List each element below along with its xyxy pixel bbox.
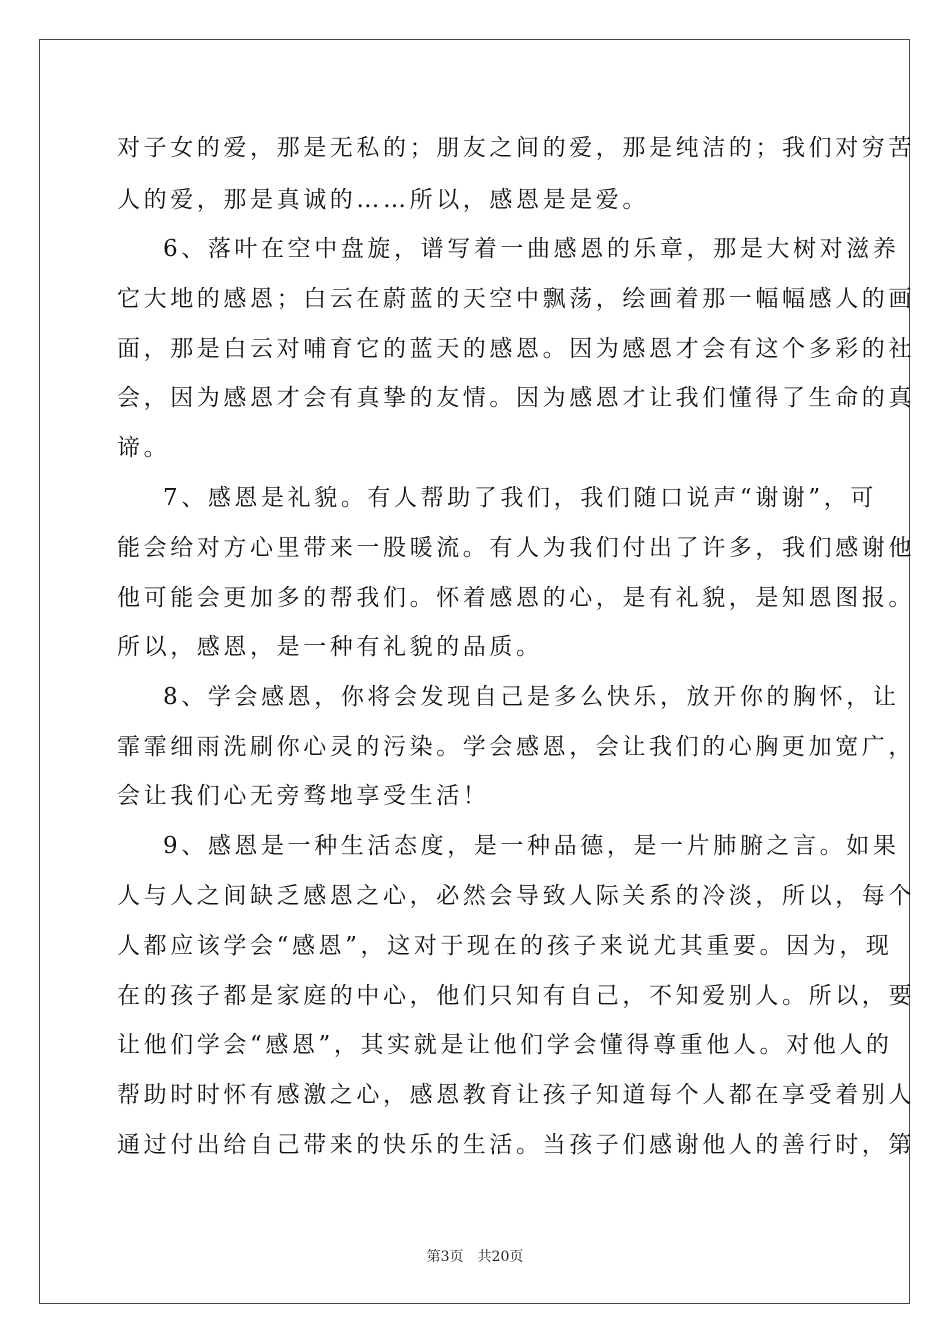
text-line: 人与人之间缺乏感恩之心，必然会导致人际关系的冷淡，所以，每个 bbox=[117, 883, 915, 909]
paragraph-8-start: 8、学会感恩，你将会发现自己是多么快乐，放开你的胸怀，让 bbox=[163, 684, 900, 710]
page-total: 共20页 bbox=[477, 1249, 524, 1265]
text-line: 帮助时时怀有感激之心，感恩教育让孩子知道每个人都在享受着别人 bbox=[117, 1082, 915, 1108]
text-line: 能会给对方心里带来一股暖流。有人为我们付出了许多，我们感谢他 bbox=[117, 535, 915, 561]
text-line: 面，那是白云对哺育它的蓝天的感恩。因为感恩才会有这个多彩的社 bbox=[117, 336, 915, 362]
page-footer bbox=[0, 1246, 950, 1266]
paragraph-7-start: 7、感恩是礼貌。有人帮助了我们，我们随口说声“谢谢”，可 bbox=[163, 485, 877, 511]
page-number: 第3页 bbox=[426, 1249, 464, 1265]
text-line: 人的爱，那是真诚的……所以，感恩是是爱。 bbox=[117, 187, 649, 213]
text-line: 在的孩子都是家庭的中心，他们只知有自己，不知爱别人。所以，要 bbox=[117, 983, 915, 1009]
text-line: 所以，感恩，是一种有礼貌的品质。 bbox=[117, 634, 543, 660]
text-line: 人都应该学会“感恩”，这对于现在的孩子来说尤其重要。因为，现 bbox=[117, 933, 893, 959]
text-line: 会让我们心无旁骛地享受生活！ bbox=[117, 783, 490, 809]
text-line: 他可能会更加多的帮我们。怀着感恩的心，是有礼貌，是知恩图报。 bbox=[117, 585, 915, 611]
text-line: 谛。 bbox=[117, 435, 171, 461]
paragraph-9-start: 9、感恩是一种生活态度，是一种品德，是一片肺腑之言。如果 bbox=[163, 833, 900, 859]
paragraph-6-start: 6、落叶在空中盘旋，谱写着一曲感恩的乐章，那是大树对滋养 bbox=[163, 236, 900, 262]
text-line: 霏霏细雨洗刷你心灵的污染。学会感恩，会让我们的心胸更加宽广， bbox=[117, 734, 915, 760]
text-line: 会，因为感恩才会有真挚的友情。因为感恩才让我们懂得了生命的真 bbox=[117, 385, 915, 411]
text-line: 对子女的爱，那是无私的；朋友之间的爱，那是纯洁的；我们对穷苦 bbox=[117, 135, 915, 161]
text-line: 它大地的感恩；白云在蔚蓝的天空中飘荡，绘画着那一幅幅感人的画 bbox=[117, 286, 915, 312]
text-line: 让他们学会“感恩”，其实就是让他们学会懂得尊重他人。对他人的 bbox=[117, 1032, 893, 1058]
page-border bbox=[39, 39, 910, 1304]
text-line: 通过付出给自己带来的快乐的生活。当孩子们感谢他人的善行时，第 bbox=[117, 1132, 915, 1158]
